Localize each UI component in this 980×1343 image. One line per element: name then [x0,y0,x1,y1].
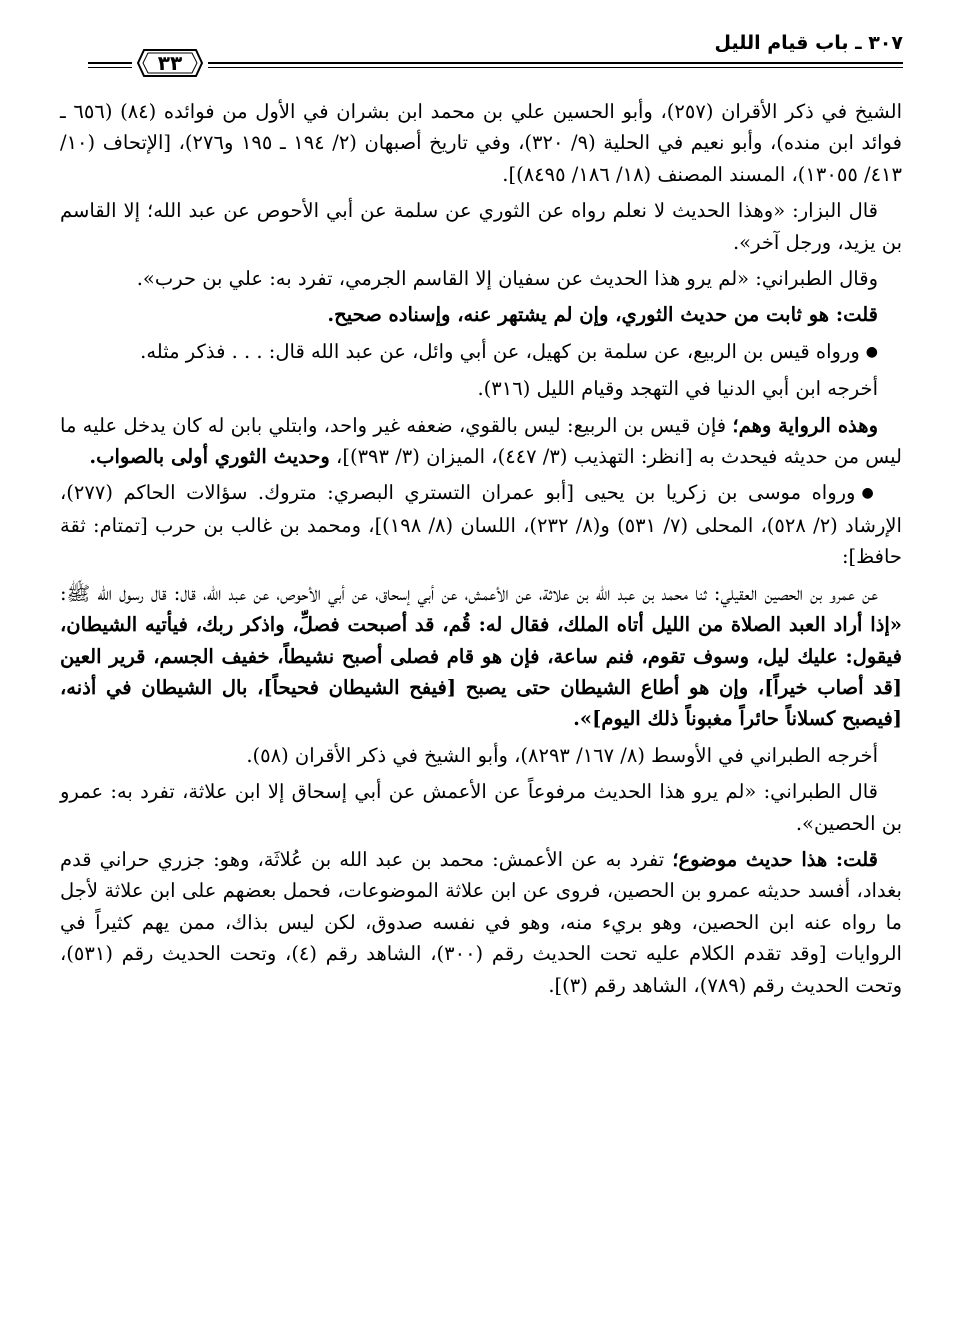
paragraph-7-conclusion: وحديث الثوري أولى بالصواب. [89,445,330,469]
bullet-icon: ● [865,343,878,360]
running-title: ٣٠٧ ـ باب قيام الليل [714,32,903,54]
paragraph-9 [60,578,902,735]
header-rule-left [88,62,132,68]
paragraph-7-text: فإن قيس بن الربيع: ليس بالقوي، ضعفه غير واحد، وابتلي بابن له كان يدخل عليه ما ليس من حديثه فيحدث به [انظر: التهذيب (٣/ ٤٤٧)، الميزان (٣/ ٣٩٣)]، [60,413,902,469]
paragraph-12 [60,844,902,1001]
header-rule-right [208,62,903,68]
paragraph-11: قال الطبراني: «لم يرو هذا الحديث مرفوعاً عن الأعمش عن أبي إسحاق إلا ابن علاثة، تفرد به: عمرو بن الحصين». [60,780,902,835]
paragraph-9-isnad: عن عمرو بن الحصين العقيلي: ثنا محمد بن عبد الله بن علاثة، عن الأعمش، عن أبي إسحاق، عن أبي الأحوص، عن عبد الله، قال: قال رسول الله ﷺ: [60,581,878,605]
paragraph-3: وقال الطبراني: «لم يرو هذا الحديث عن سفيان إلا القاسم الجرمي، تفرد به: علي بن حرب». [136,267,878,291]
paragraph-8-text: ورواه موسى بن زكريا بن يحيى [أبو عمران التستري البصري: متروك. سؤالات الحاكم (٢٧٧)، الإرشاد (٢/ ٥٢٨)، المحلى (٧/ ٥٣١) و(٨/ ٢٣٢)، اللسان (٨/ ١٩٨)]، ومحمد بن غالب بن حرب [تمتام: ثقة حافظ]: [60,481,902,569]
bullet-icon: ● [861,485,878,502]
body-text [60,96,902,1006]
paragraph-2: قال البزار: «وهذا الحديث لا نعلم رواه عن الثوري عن سلمة عن أبي الأحوص عن عبد الله؛ إلا القاسم بن يزيد، ورجل آخر». [60,199,902,254]
page-number: ٣٣ [157,51,183,75]
paragraph-5 [60,336,902,368]
paragraph-12-text: تفرد به عن الأعمش: محمد بن عبد الله بن عُلاثَة، وهو: جزري حراني قدم بغداد، أفسد حديثه عمرو بن الحصين، فروى عن ابن علاثة الموضوعات، فحمل بعضهم على ابن علاثة لأجل ما رواه عنه ابن الحصين، وهو بريء منه، وهو في نفسه صدوق، لكن ليس بذاك، ممن يهم كثيراً في الروايات [وقد تقدم الكلام عليه تحت الحديث رقم (٣٠٠)، الشاهد رقم (٤)، وتحت الحديث رقم (٥٣١)، وتحت الحديث رقم (٧٨٩)، الشاهد رقم (٣)]. [60,847,902,997]
paragraph-4: قلت: هو ثابت من حديث الثوري، وإن لم يشتهر عنه، وإسناده صحيح. [327,303,878,327]
paragraph-5-text: ورواه قيس بن الربيع، عن سلمة بن كهيل، عن أبي وائل، عن عبد الله قال: . . . فذكر مثله. [140,339,860,363]
paragraph-10: أخرجه الطبراني في الأوسط (٨/ ١٦٧/ ٨٢٩٣)، وأبو الشيخ في ذكر الأقران (٥٨). [246,743,878,767]
paragraph-6: أخرجه ابن أبي الدنيا في التهجد وقيام الليل (٣١٦). [477,377,878,401]
paragraph-1: الشيخ في ذكر الأقران (٢٥٧)، وأبو الحسين علي بن محمد ابن بشران في الأول من فوائده (٨٤) (٦٥٦ ـ فوائد ابن منده)، وأبو نعيم في الحلية (٩/ ٣٢٠)، وفي تاريخ أصبهان (٢/ ١٩٤ ـ ١٩٥ و٢٧٦)، [الإتحاف (١٠/ ٤١٣/ ١٣٠٥٥)، المسند المصنف (١٨/ ١٨٦/ ٨٤٩٥)]. [60,100,902,186]
page-header [88,30,903,90]
paragraph-9-hadith: «إذا أراد العبد الصلاة من الليل أتاه الملك، فقال له: قُم، قد أصبحت فصلِّ، واذكر ربك، فيأتيه الشيطان، فيقول: عليك ليل، وسوف تقوم، فنم ساعة، فإن هو قام فصلى أصبح نشيطاً، خفيف الجسم، قرير العين [قد أصاب خيراً]، وإن هو أطاع الشيطان حتى يصبح [فيفح الشيطان فحيحاً]، بال الشيطان في أذنه، [فيصبح كسلاناً حائراً مغبوناً ذلك اليوم]». [60,613,902,731]
paragraph-12-lead: قلت: هذا حديث موضوع؛ [672,847,879,871]
paragraph-7 [60,410,902,473]
paragraph-8 [60,477,902,572]
paragraph-7-lead: وهذه الرواية وهم؛ [732,413,878,437]
page-number-badge [136,48,204,78]
